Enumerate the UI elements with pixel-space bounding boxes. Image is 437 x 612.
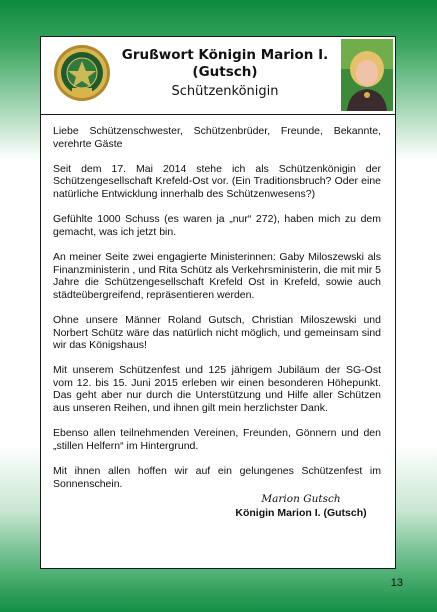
- greeting-card: [40, 36, 396, 569]
- paragraph: Seit dem 17. Mai 2014 stehe ich als Schützenkönigin der Schützengesellschaft Krefeld-Ost vor. (Ein Traditionsbruch? Oder eine natürliche Entwicklung innerhalb des Schützenwesens?): [53, 162, 381, 200]
- signature-block: [221, 492, 381, 520]
- page-subtitle: Schützenkönigin: [171, 84, 279, 99]
- paragraph: Mit unserem Schützenfest und 125 jährigem Jubiläum der SG-Ost vom 12. bis 15. Juni 2015 erleben wir einen besonderen Höhepunkt. Das geht aber nur durch die Unterstützung und Hilfe aller Schützen aus unseren Reihen, und ihnen gilt mein herzlichster Dank.: [53, 364, 381, 415]
- paragraph: An meiner Seite zwei engagierte Ministerinnen: Gaby Miloszewski als Finanzministerin , und Rita Schütz als Verkehrsministerin, die mit mir 5 Jahre die Schützengesellschaft Krefeld Ost in Krefeld, sowie auch städteübergreifend, repräsentieren werden.: [53, 250, 381, 301]
- paragraph: Mit ihnen allen hoffen wir auf ein gelungenes Schützenfest im Sonnenschein.: [53, 465, 381, 490]
- paragraph: Liebe Schützenschwester, Schützenbrüder, Freunde, Bekannte, verehrte Gäste: [53, 125, 381, 150]
- paragraph: Ohne unsere Männer Roland Gutsch, Christian Miloszewski und Norbert Schütz wäre das natürlich nicht möglich, und gemeinsam sind wir das Königshaus!: [53, 313, 381, 352]
- page-number: 13: [390, 577, 403, 589]
- signatory-name: Königin Marion I. (Gutsch): [235, 507, 367, 519]
- page-title: Grußwort Königin Marion I.: [121, 47, 329, 63]
- greeting-text: [53, 125, 381, 503]
- page-title-name: (Gutsch): [192, 64, 258, 80]
- club-emblem-icon: [53, 44, 111, 102]
- paragraph: Ebenso allen teilnehmenden Vereinen, Freunden, Gönnern und den „stillen Helfern“ im Hintergrund.: [53, 427, 381, 452]
- handwritten-signature: Marion Gutsch: [261, 493, 341, 505]
- title-block: [111, 47, 339, 101]
- paragraph: Gefühlte 1000 Schuss (es waren ja „nur“ 272), haben mich zu dem gemacht, was ich jetzt bin.: [53, 213, 381, 238]
- queen-portrait-photo: [341, 39, 393, 111]
- card-header: [41, 37, 395, 115]
